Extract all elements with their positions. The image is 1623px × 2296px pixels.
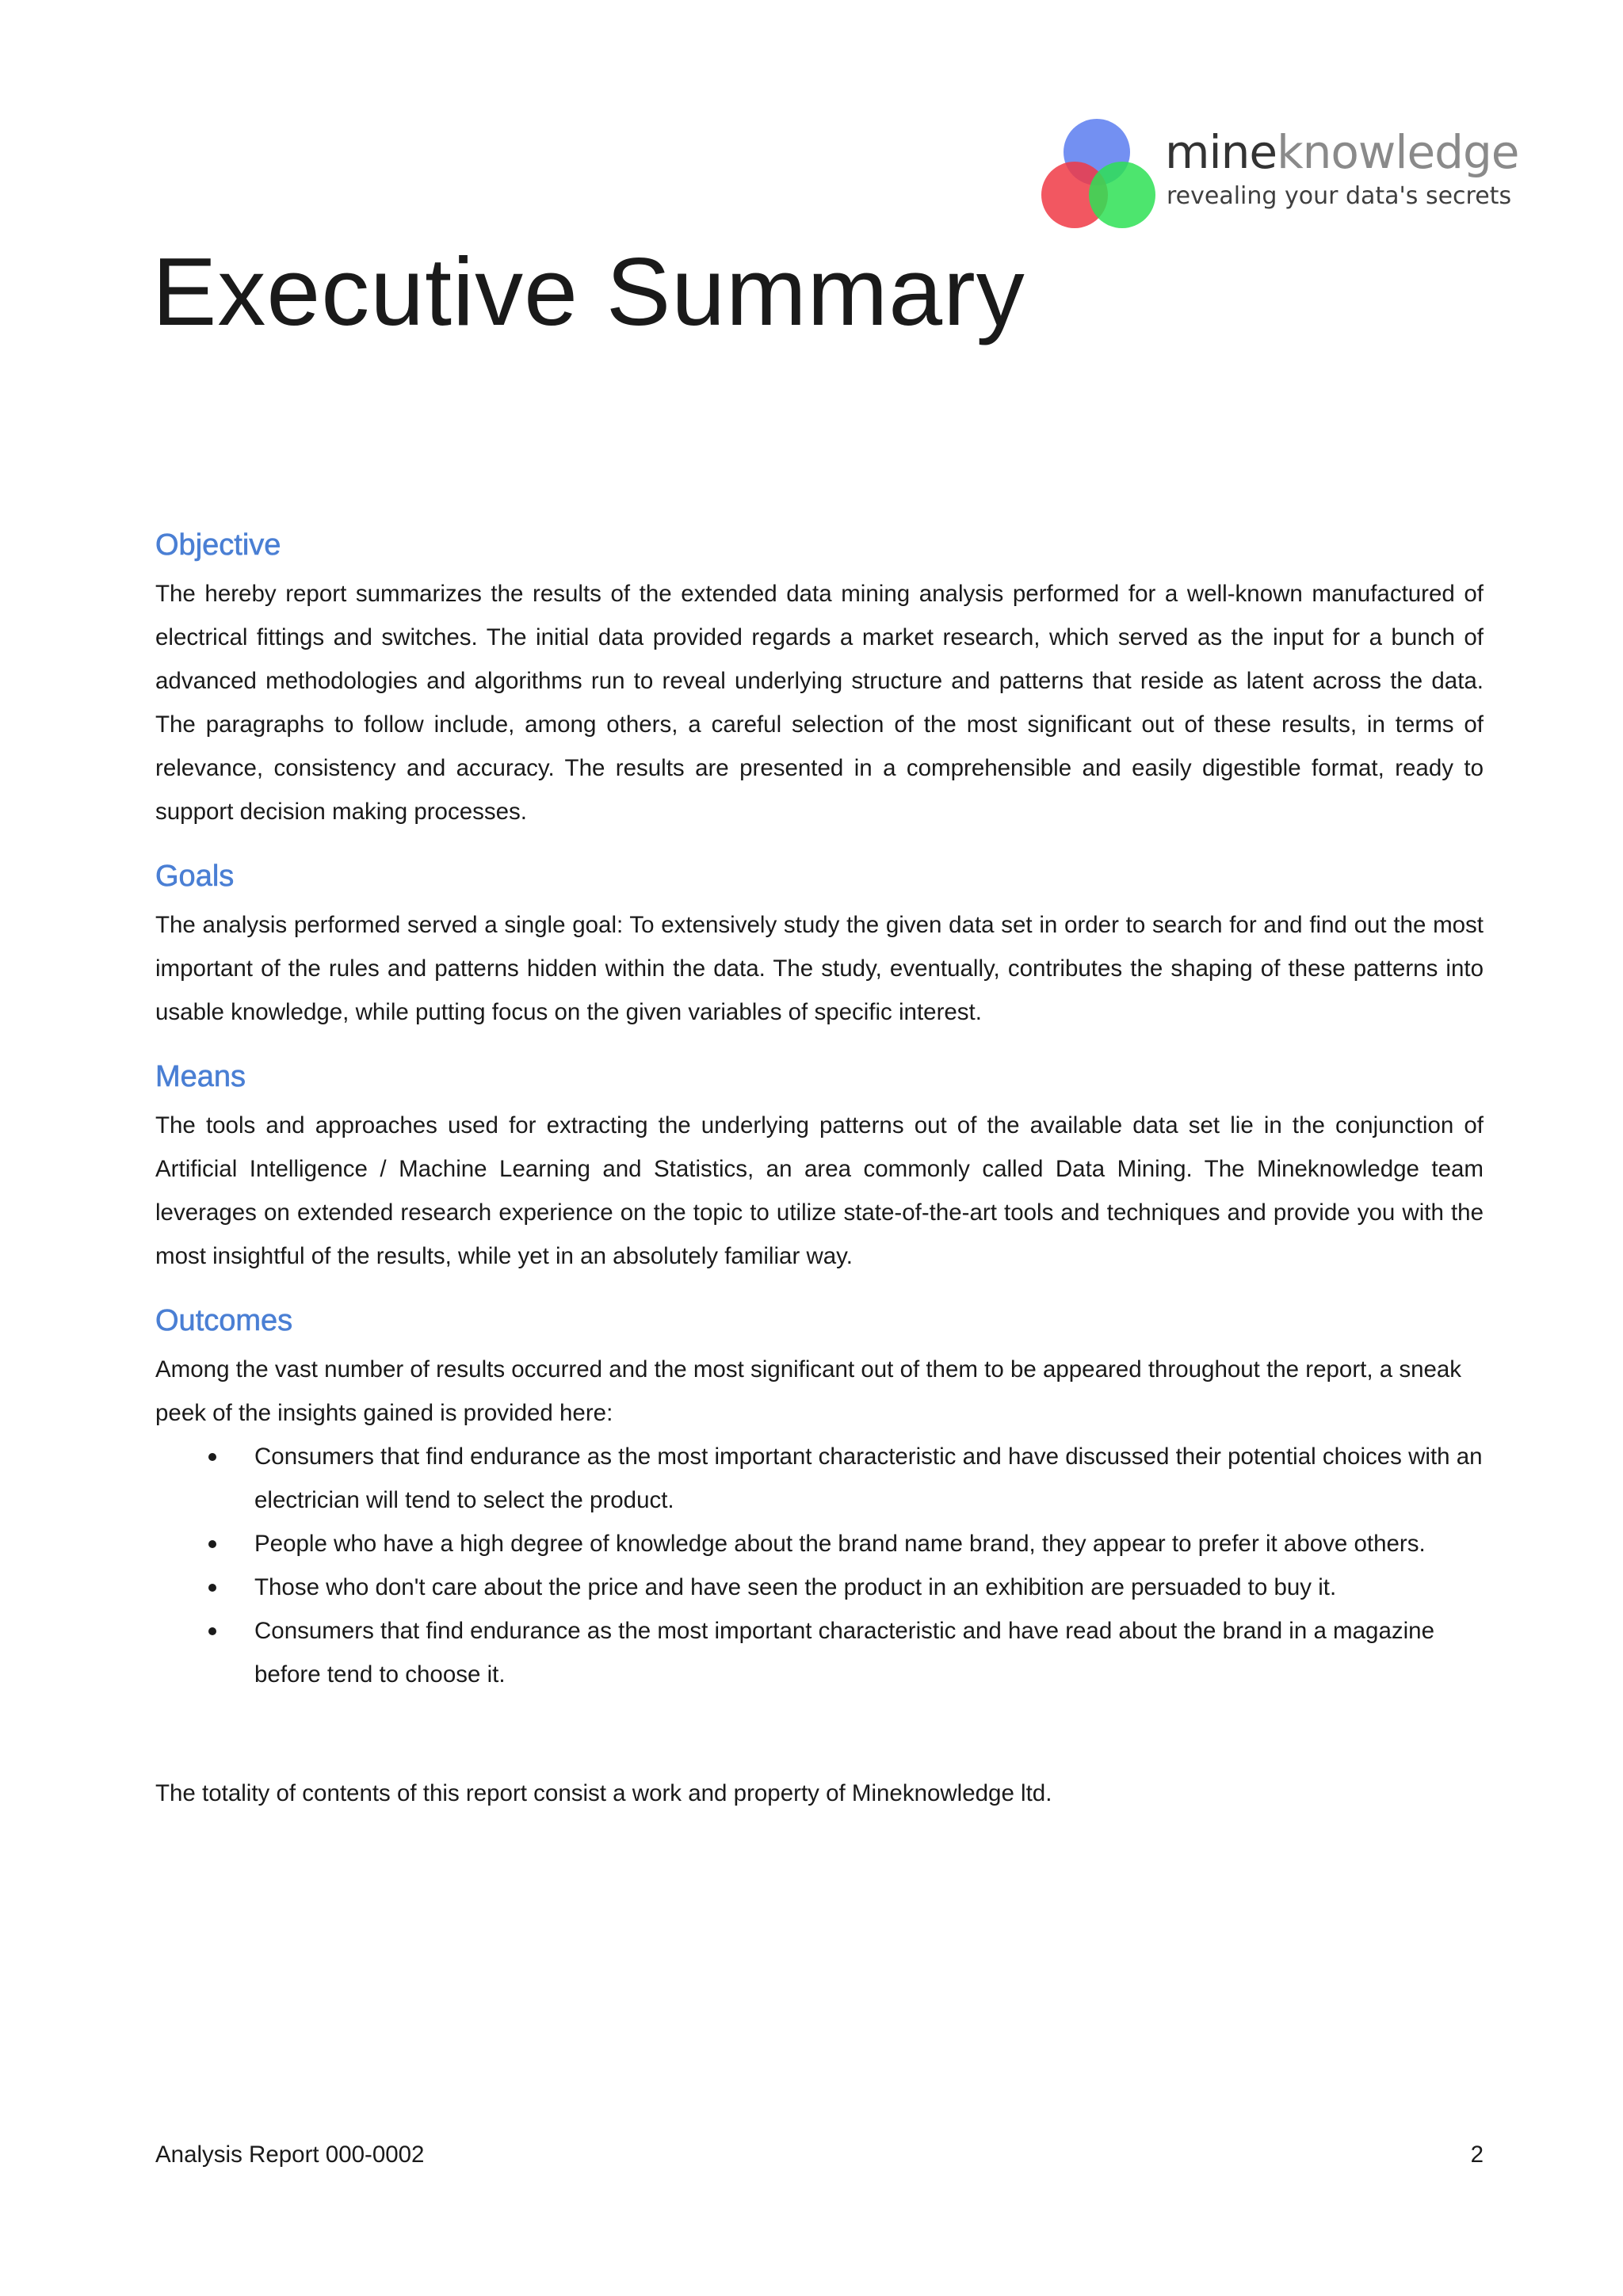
list-item xyxy=(155,1566,1484,1609)
list-item xyxy=(155,1522,1484,1566)
list-item-text: People who have a high degree of knowledge about the brand name brand, they appear to prefer it above others. xyxy=(254,1531,1426,1557)
list-item-text: Those who don't care about the price and have seen the product in an exhibition are persuaded to buy it. xyxy=(254,1574,1337,1600)
means-text: The tools and approaches used for extracting the underlying patterns out of the available data set lie in the conjunction of Artificial Intelligence / Machine Learning and Statistics, an area commonly called Data Mining. The Mineknowledge team leverages on extended research experience on the topic to utilize state-of-the-art tools and techniques and provide you with the most insightful of the results, while yet in an absolutely familiar way. xyxy=(155,1112,1484,1269)
list-item-text: Consumers that find endurance as the most important characteristic and have discussed their potential choices with an electrician will tend to select the product. xyxy=(254,1444,1483,1513)
means-heading: Means xyxy=(155,1060,246,1093)
logo-word-mine: mine xyxy=(1165,125,1277,179)
footer-page-number: 2 xyxy=(1470,2142,1484,2168)
page-title: Executive Summary xyxy=(152,238,1025,345)
list-item xyxy=(155,1609,1484,1696)
logo-tagline: revealing your data's secrets xyxy=(1167,182,1512,210)
bullet-icon xyxy=(208,1584,216,1592)
goals-text: The analysis performed served a single goal: To extensively study the given data set in order to search for and find out the most important of the rules and patterns hidden within the data. The study, eventually, contributes the shaping of these patterns into usable knowledge, while putting focus on the given variables of specific interest. xyxy=(155,912,1484,1025)
outcomes-intro: Among the vast number of results occurred and the most significant out of them to be appeared throughout the report, a sneak peek of the insights gained is provided here: xyxy=(155,1356,1462,1426)
goals-heading: Goals xyxy=(155,860,235,893)
list-item xyxy=(155,1435,1484,1522)
logo-circles-icon xyxy=(1040,116,1167,235)
logo-wordmark xyxy=(1165,127,1518,177)
bullet-icon xyxy=(208,1453,216,1461)
company-logo xyxy=(1040,116,1519,235)
list-item-text: Consumers that find endurance as the most important characteristic and have read about the brand in a magazine before tend to choose it. xyxy=(254,1618,1434,1688)
objective-text: The hereby report summarizes the results of the extended data mining analysis performed for a well-known manufactured of electrical fittings and switches. The initial data provided regards a market research, which served as the input for a bunch of advanced methodologies and algorithms run to reveal underlying structure and patterns that reside as latent across the data. The paragraphs to follow include, among others, a careful selection of the most significant out of these results, in terms of relevance, consistency and accuracy. The results are presented in a comprehensible and easily digestible format, ready to support decision making processes. xyxy=(155,581,1484,825)
outcomes-list xyxy=(155,1435,1484,1696)
closing-statement: The totality of contents of this report consist a work and property of Mineknowledge ltd. xyxy=(155,1780,1052,1806)
objective-heading: Objective xyxy=(155,528,281,562)
footer-report-id: Analysis Report 000-0002 xyxy=(155,2142,425,2168)
logo-word-knowledge: knowledge xyxy=(1277,125,1519,179)
report-body xyxy=(155,518,1484,1815)
bullet-icon xyxy=(208,1540,216,1548)
bullet-icon xyxy=(208,1627,216,1635)
outcomes-heading: Outcomes xyxy=(155,1304,293,1337)
